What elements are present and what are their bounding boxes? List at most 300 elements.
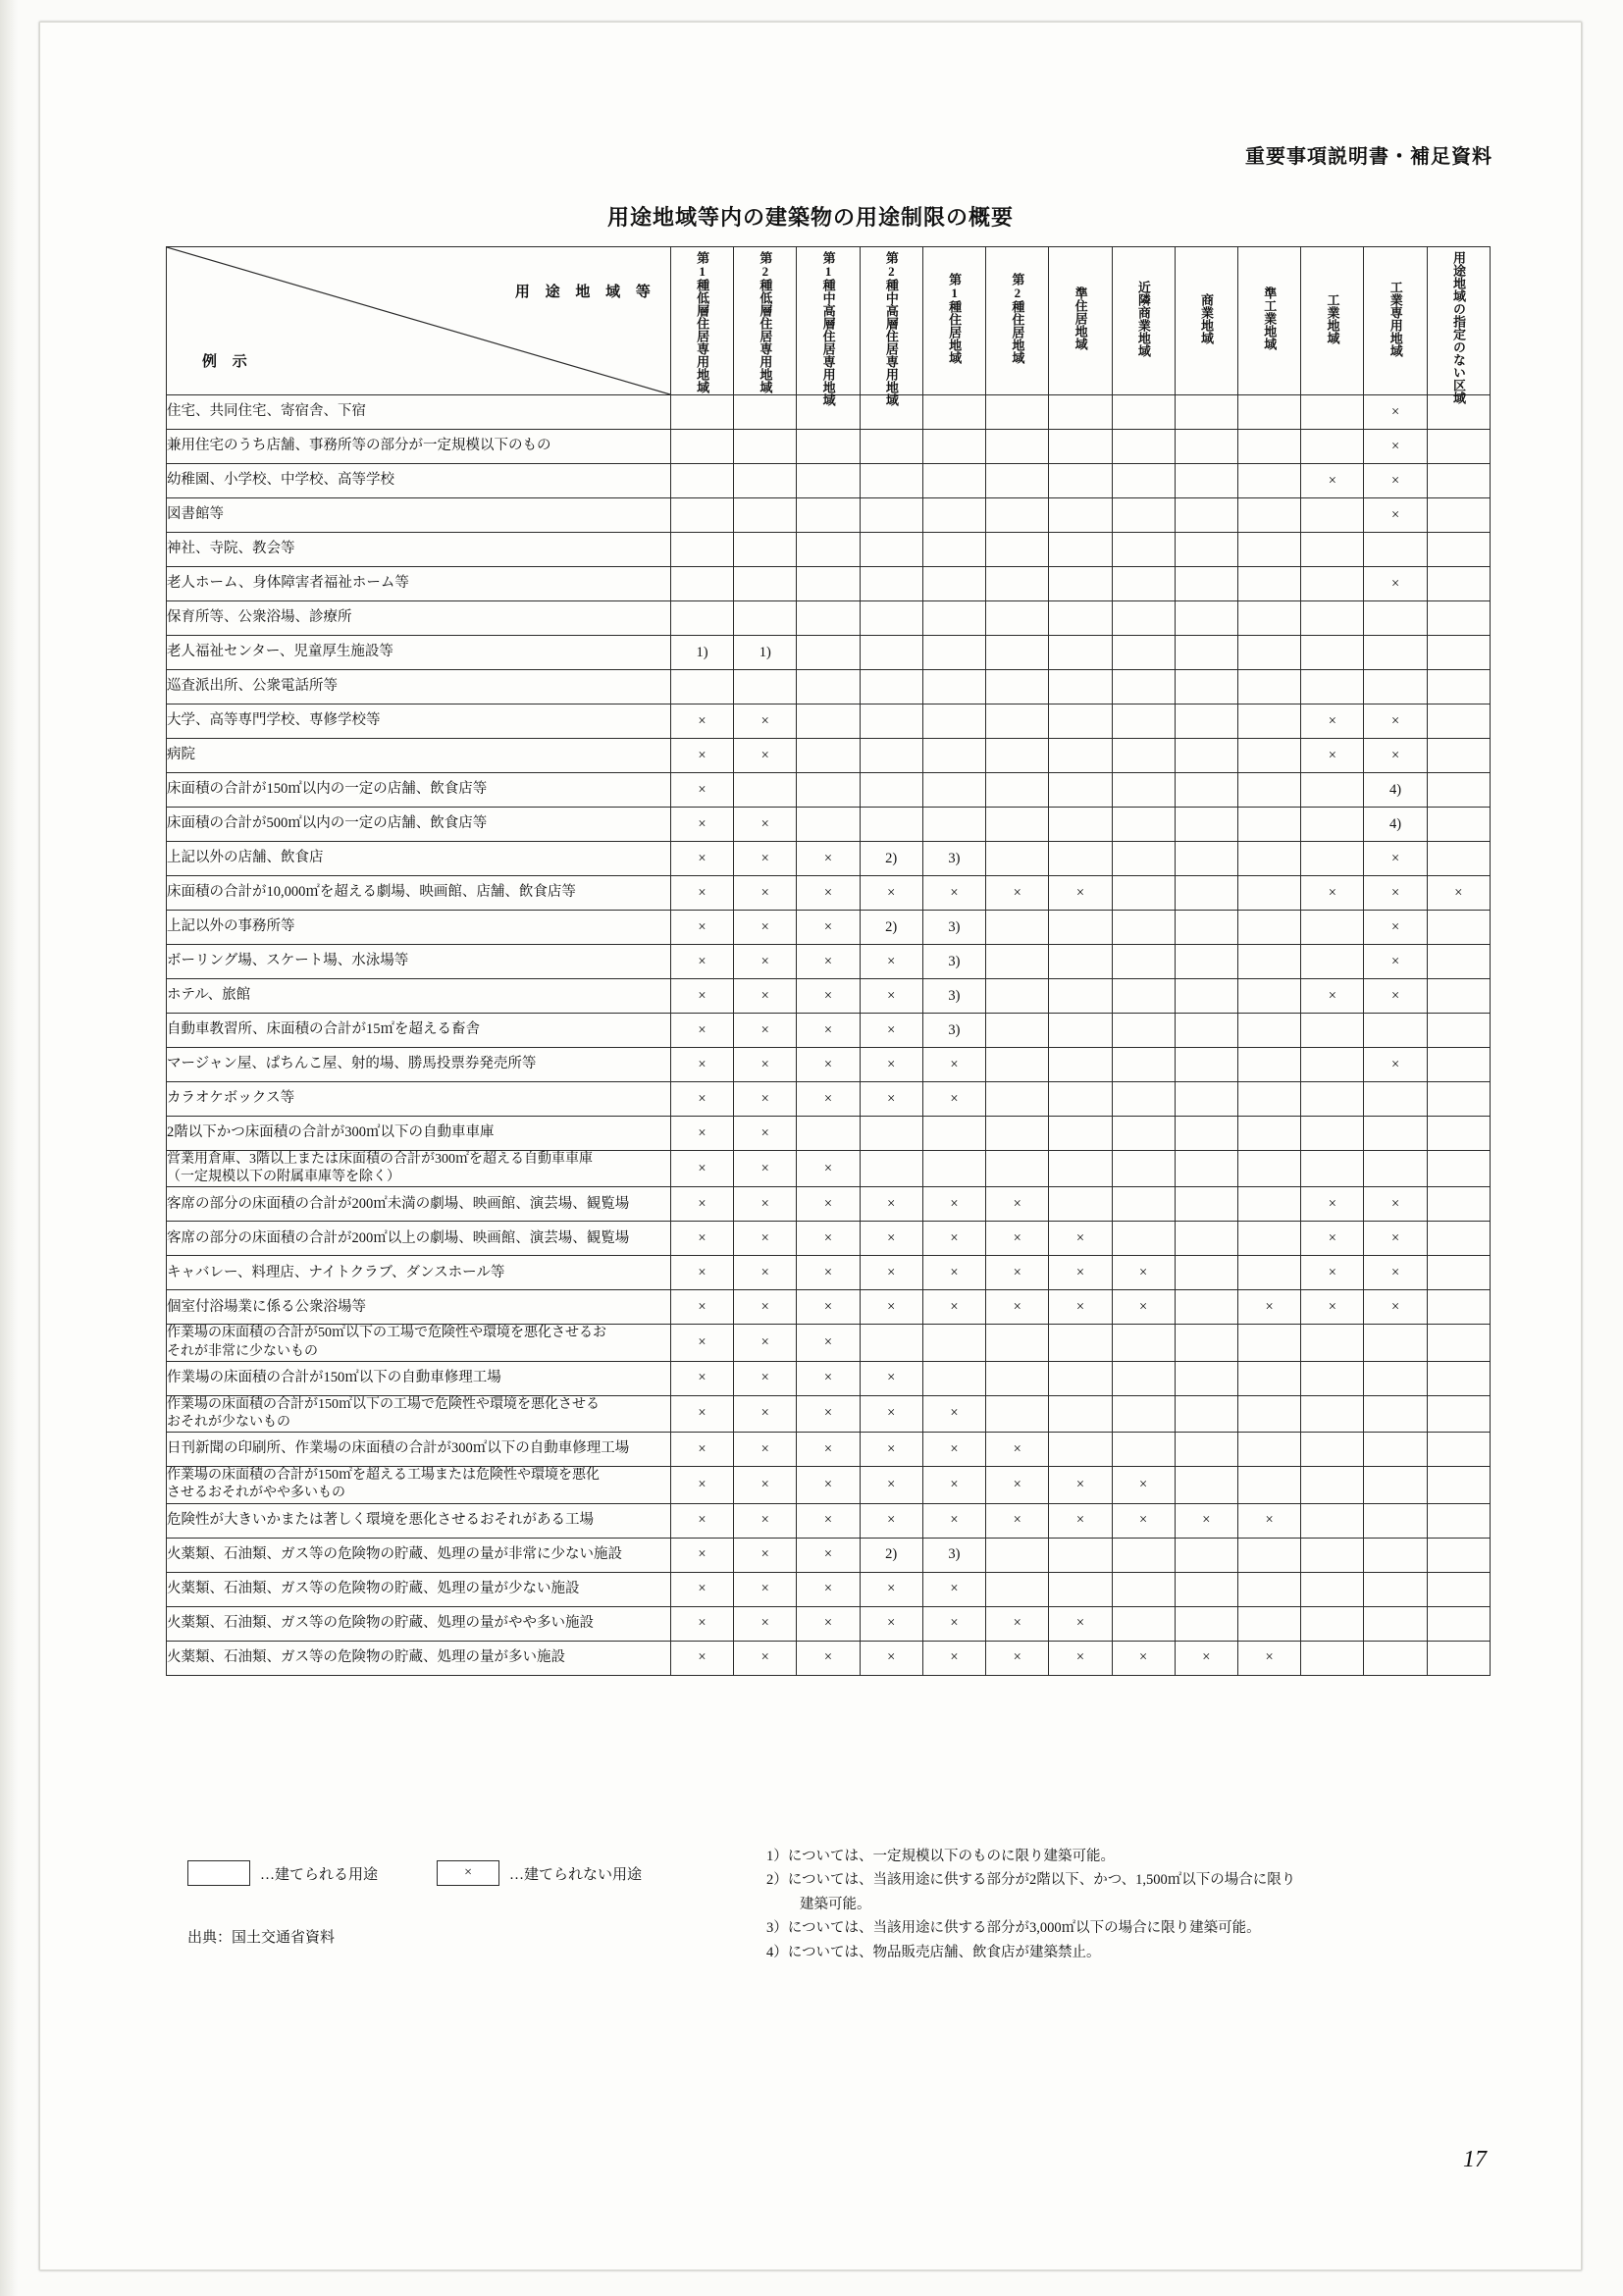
restriction-cell <box>1364 601 1427 636</box>
restriction-cell: × <box>670 1187 733 1222</box>
restriction-cell: × <box>1364 1222 1427 1256</box>
row-label: 作業場の床面積の合計が150㎡を超える工場または危険性や環境を悪化 させるおそれがやや多いもの <box>167 1467 671 1503</box>
restriction-cell <box>922 773 985 808</box>
restriction-cell <box>1364 1325 1427 1361</box>
row-label: 図書館等 <box>167 498 671 533</box>
restriction-cell: × <box>734 1151 797 1187</box>
restriction-cell <box>1175 704 1237 739</box>
restriction-cell <box>734 430 797 464</box>
footnote-2-cont: 建築可能。 <box>800 1896 871 1912</box>
column-header-zone-7 <box>1049 247 1112 395</box>
table-header-row <box>167 247 1491 395</box>
restriction-cell: × <box>860 1467 922 1503</box>
restriction-cell <box>1175 1538 1237 1572</box>
restriction-cell <box>1427 739 1490 773</box>
restriction-cell: × <box>1301 739 1364 773</box>
restriction-cell <box>1238 1538 1301 1572</box>
restriction-cell: × <box>734 842 797 876</box>
restriction-cell: × <box>734 1433 797 1467</box>
restriction-cell <box>986 1117 1049 1151</box>
restriction-cell <box>1238 1325 1301 1361</box>
restriction-cell: × <box>1175 1641 1237 1675</box>
restriction-cell <box>922 1361 985 1395</box>
restriction-cell <box>860 1117 922 1151</box>
row-label: 営業用倉庫、3階以上または床面積の合計が300㎡を超える自動車車庫 （一定規模以下の附属車庫等を除く） <box>167 1151 671 1187</box>
table-row <box>167 636 1491 670</box>
restriction-cell <box>1364 1641 1427 1675</box>
restriction-cell: × <box>922 876 985 911</box>
restriction-cell <box>986 1014 1049 1048</box>
restriction-cell <box>1238 1395 1301 1432</box>
restriction-cell: × <box>1049 1222 1112 1256</box>
page-number: 17 <box>1463 2147 1487 2172</box>
restriction-cell <box>1301 1467 1364 1503</box>
restriction-cell <box>986 533 1049 567</box>
restriction-cell <box>797 773 860 808</box>
restriction-cell <box>1427 945 1490 979</box>
restriction-cell <box>1112 1187 1175 1222</box>
restriction-cell <box>1238 395 1301 430</box>
restriction-cell <box>1112 911 1175 945</box>
restriction-cell <box>1112 1082 1175 1117</box>
restriction-cell <box>922 464 985 498</box>
restriction-cell <box>1049 1187 1112 1222</box>
restriction-cell <box>1175 1606 1237 1641</box>
restriction-cell: × <box>986 1187 1049 1222</box>
restriction-cell <box>670 670 733 704</box>
restriction-cell: × <box>797 1606 860 1641</box>
restriction-cell <box>1238 773 1301 808</box>
restriction-cell: × <box>860 1082 922 1117</box>
column-header-zone-1 <box>670 247 733 395</box>
restriction-cell <box>1112 533 1175 567</box>
restriction-cell: × <box>1427 876 1490 911</box>
column-header-label: 第1種住居地域 <box>947 273 963 364</box>
restriction-cell <box>1112 430 1175 464</box>
restriction-cell: × <box>670 876 733 911</box>
restriction-cell: × <box>797 1325 860 1361</box>
restriction-cell: × <box>922 1641 985 1675</box>
restriction-cell: × <box>797 1082 860 1117</box>
restriction-cell <box>1238 842 1301 876</box>
restriction-cell: × <box>734 1117 797 1151</box>
restriction-cell: × <box>860 1361 922 1395</box>
table-row <box>167 1048 1491 1082</box>
restriction-cell <box>1427 1117 1490 1151</box>
restriction-cell: × <box>670 1503 733 1538</box>
restriction-cell <box>734 395 797 430</box>
restriction-cell <box>1427 1014 1490 1048</box>
table-row <box>167 498 1491 533</box>
restriction-cell <box>922 533 985 567</box>
restriction-cell: × <box>1238 1290 1301 1325</box>
restriction-cell: × <box>797 1222 860 1256</box>
restriction-cell <box>1238 808 1301 842</box>
restriction-cell <box>1364 1467 1427 1503</box>
restriction-cell <box>986 945 1049 979</box>
restriction-cell: × <box>1301 1290 1364 1325</box>
restriction-cell <box>1049 1395 1112 1432</box>
table-row <box>167 1325 1491 1361</box>
restriction-cell <box>1112 808 1175 842</box>
restriction-cell <box>1427 1048 1490 1082</box>
restriction-cell <box>922 636 985 670</box>
row-label: 住宅、共同住宅、寄宿舎、下宿 <box>167 395 671 430</box>
restriction-cell <box>1301 430 1364 464</box>
restriction-cell <box>1301 567 1364 601</box>
restriction-cell: × <box>922 1433 985 1467</box>
table-corner-cell <box>167 247 671 395</box>
restriction-cell <box>1427 1572 1490 1606</box>
row-label: 日刊新聞の印刷所、作業場の床面積の合計が300㎡以下の自動車修理工場 <box>167 1433 671 1467</box>
restriction-cell <box>1112 1433 1175 1467</box>
restriction-cell: × <box>860 1256 922 1290</box>
restriction-cell <box>986 1361 1049 1395</box>
row-label: カラオケボックス等 <box>167 1082 671 1117</box>
restriction-cell <box>1112 636 1175 670</box>
restriction-cell <box>1049 1048 1112 1082</box>
restriction-cell <box>1112 498 1175 533</box>
restriction-cell: × <box>670 842 733 876</box>
restriction-cell: × <box>797 1503 860 1538</box>
restriction-cell: × <box>670 979 733 1014</box>
restriction-cell <box>1238 567 1301 601</box>
document-header: 重要事項説明書・補足資料 <box>1245 146 1492 168</box>
restriction-cell: × <box>797 979 860 1014</box>
restriction-cell: × <box>670 739 733 773</box>
restriction-cell <box>670 395 733 430</box>
restriction-cell: × <box>670 911 733 945</box>
restriction-cell: × <box>797 1048 860 1082</box>
restriction-cell <box>986 567 1049 601</box>
column-header-label: 準工業地域 <box>1262 287 1278 350</box>
restriction-cell <box>1238 704 1301 739</box>
restriction-cell <box>860 1325 922 1361</box>
restriction-cell: × <box>797 1290 860 1325</box>
restriction-cell <box>1049 945 1112 979</box>
restriction-cell <box>1049 533 1112 567</box>
use-restriction-table-wrap <box>166 246 1491 1676</box>
restriction-cell: × <box>670 773 733 808</box>
row-label: 大学、高等専門学校、専修学校等 <box>167 704 671 739</box>
corner-top-label: 用 途 地 域 等 <box>514 285 656 300</box>
restriction-cell: × <box>670 1395 733 1432</box>
restriction-cell: × <box>797 1361 860 1395</box>
column-header-label: 第1種中高層住居専用地域 <box>820 250 836 406</box>
restriction-cell <box>1112 1538 1175 1572</box>
restriction-cell: × <box>986 1256 1049 1290</box>
restriction-cell: × <box>797 1538 860 1572</box>
restriction-cell: × <box>922 1256 985 1290</box>
table-row <box>167 533 1491 567</box>
restriction-cell: × <box>1364 842 1427 876</box>
restriction-cell: × <box>1301 876 1364 911</box>
restriction-cell <box>1049 636 1112 670</box>
footnotes <box>766 1846 1453 1965</box>
restriction-cell <box>1427 1187 1490 1222</box>
restriction-cell <box>1175 1048 1237 1082</box>
restriction-cell: × <box>922 1222 985 1256</box>
restriction-cell: × <box>860 1187 922 1222</box>
restriction-cell <box>1049 808 1112 842</box>
restriction-cell: × <box>986 1433 1049 1467</box>
restriction-cell <box>1238 1048 1301 1082</box>
restriction-cell <box>1175 1187 1237 1222</box>
corner-bottom-label: 例 示 <box>202 354 253 370</box>
restriction-cell: 1) <box>670 636 733 670</box>
restriction-cell: × <box>1364 430 1427 464</box>
row-label: キャバレー、料理店、ナイトクラブ、ダンスホール等 <box>167 1256 671 1290</box>
restriction-cell: × <box>1364 1256 1427 1290</box>
restriction-cell <box>1049 1117 1112 1151</box>
restriction-cell: × <box>922 1503 985 1538</box>
restriction-cell: × <box>1364 911 1427 945</box>
restriction-cell <box>1238 911 1301 945</box>
restriction-cell <box>734 670 797 704</box>
table-row <box>167 1433 1491 1467</box>
restriction-cell <box>1301 1606 1364 1641</box>
restriction-cell <box>1427 1641 1490 1675</box>
table-row <box>167 842 1491 876</box>
restriction-cell: × <box>1364 1048 1427 1082</box>
legend-forbidden-box: × <box>437 1860 499 1886</box>
restriction-cell <box>1175 1151 1237 1187</box>
restriction-cell <box>922 1151 985 1187</box>
table-row <box>167 1222 1491 1256</box>
row-label: 自動車教習所、床面積の合計が15㎡を超える畜舎 <box>167 1014 671 1048</box>
restriction-cell <box>1301 395 1364 430</box>
table-row <box>167 1641 1491 1675</box>
restriction-cell <box>734 498 797 533</box>
restriction-cell <box>1238 1572 1301 1606</box>
restriction-cell <box>986 1538 1049 1572</box>
restriction-cell <box>670 430 733 464</box>
restriction-cell <box>1301 498 1364 533</box>
restriction-cell <box>1238 945 1301 979</box>
table-row <box>167 773 1491 808</box>
restriction-cell: × <box>1049 1467 1112 1503</box>
restriction-cell <box>1238 979 1301 1014</box>
restriction-cell <box>1175 1256 1237 1290</box>
restriction-cell <box>860 498 922 533</box>
restriction-cell <box>1175 842 1237 876</box>
restriction-cell: × <box>860 1395 922 1432</box>
restriction-cell: × <box>670 1641 733 1675</box>
restriction-cell <box>797 670 860 704</box>
row-label: 火薬類、石油類、ガス等の危険物の貯蔵、処理の量がやや多い施設 <box>167 1606 671 1641</box>
restriction-cell <box>1175 1117 1237 1151</box>
restriction-cell <box>1364 1361 1427 1395</box>
restriction-cell: × <box>860 1433 922 1467</box>
table-row <box>167 601 1491 636</box>
row-label: 2階以下かつ床面積の合計が300㎡以下の自動車車庫 <box>167 1117 671 1151</box>
restriction-cell: × <box>797 1641 860 1675</box>
restriction-cell <box>1301 808 1364 842</box>
diagonal-line-icon <box>167 247 670 394</box>
restriction-cell <box>1427 1325 1490 1361</box>
restriction-cell <box>1238 1467 1301 1503</box>
restriction-cell <box>1427 842 1490 876</box>
restriction-cell <box>1049 739 1112 773</box>
restriction-cell <box>1427 773 1490 808</box>
column-header-zone-3 <box>797 247 860 406</box>
restriction-cell: × <box>1301 1222 1364 1256</box>
legend <box>187 1860 642 1886</box>
restriction-cell: × <box>1112 1503 1175 1538</box>
restriction-cell <box>1112 1222 1175 1256</box>
restriction-cell <box>1238 601 1301 636</box>
row-label: 床面積の合計が500㎡以内の一定の店舗、飲食店等 <box>167 808 671 842</box>
restriction-cell: 2) <box>860 911 922 945</box>
restriction-cell: × <box>860 1014 922 1048</box>
restriction-cell: × <box>734 1361 797 1395</box>
restriction-cell <box>922 601 985 636</box>
restriction-cell: × <box>860 1222 922 1256</box>
table-row <box>167 1014 1491 1048</box>
restriction-cell <box>1364 1503 1427 1538</box>
row-label: 神社、寺院、教会等 <box>167 533 671 567</box>
footnote-2: 2）については、当該用途に供する部分が2階以下、かつ、1,500㎡以下の場合に限り <box>766 1872 1296 1889</box>
restriction-cell: 4) <box>1364 773 1427 808</box>
restriction-cell <box>1427 430 1490 464</box>
restriction-cell: × <box>1364 498 1427 533</box>
restriction-cell <box>860 636 922 670</box>
restriction-cell <box>670 464 733 498</box>
table-row <box>167 430 1491 464</box>
restriction-cell: × <box>670 1048 733 1082</box>
restriction-cell <box>1364 1538 1427 1572</box>
restriction-cell <box>1112 395 1175 430</box>
restriction-cell: × <box>986 1222 1049 1256</box>
restriction-cell: × <box>922 1290 985 1325</box>
restriction-cell <box>797 498 860 533</box>
restriction-cell <box>734 533 797 567</box>
restriction-cell <box>986 464 1049 498</box>
restriction-cell: 3) <box>922 1014 985 1048</box>
column-header-label: 第2種低層住居専用地域 <box>758 250 773 393</box>
restriction-cell <box>860 704 922 739</box>
restriction-cell <box>986 1572 1049 1606</box>
restriction-cell <box>1427 979 1490 1014</box>
restriction-cell <box>986 773 1049 808</box>
restriction-cell <box>922 395 985 430</box>
restriction-cell: × <box>797 945 860 979</box>
restriction-cell: × <box>734 739 797 773</box>
restriction-cell <box>797 1117 860 1151</box>
restriction-cell <box>1049 498 1112 533</box>
restriction-cell: × <box>734 1014 797 1048</box>
restriction-cell <box>1175 601 1237 636</box>
restriction-cell <box>1112 1606 1175 1641</box>
restriction-cell <box>1238 1082 1301 1117</box>
restriction-cell <box>1427 1256 1490 1290</box>
restriction-cell: × <box>670 1467 733 1503</box>
restriction-cell <box>1364 636 1427 670</box>
restriction-cell <box>1112 1117 1175 1151</box>
restriction-cell <box>922 670 985 704</box>
restriction-cell: × <box>734 1503 797 1538</box>
restriction-cell <box>1112 1361 1175 1395</box>
row-label: 兼用住宅のうち店舗、事務所等の部分が一定規模以下のもの <box>167 430 671 464</box>
restriction-cell <box>922 739 985 773</box>
restriction-cell: × <box>734 1467 797 1503</box>
restriction-cell: 2) <box>860 1538 922 1572</box>
table-row <box>167 704 1491 739</box>
restriction-cell <box>922 808 985 842</box>
restriction-cell <box>1175 533 1237 567</box>
use-restriction-table <box>166 246 1491 1676</box>
document-page <box>39 22 1582 2270</box>
restriction-cell: × <box>1112 1467 1175 1503</box>
table-row <box>167 1290 1491 1325</box>
column-header-zone-10 <box>1238 247 1301 395</box>
column-header-label: 用途地域の指定のない区域 <box>1451 250 1467 404</box>
restriction-cell <box>1427 704 1490 739</box>
restriction-cell <box>1049 1572 1112 1606</box>
restriction-cell <box>1364 1014 1427 1048</box>
table-row <box>167 1256 1491 1290</box>
restriction-cell: × <box>1364 464 1427 498</box>
restriction-cell <box>1301 1361 1364 1395</box>
restriction-cell: × <box>797 1151 860 1187</box>
row-label: 床面積の合計が150㎡以内の一定の店舗、飲食店等 <box>167 773 671 808</box>
restriction-cell <box>1427 1538 1490 1572</box>
restriction-cell <box>1175 1082 1237 1117</box>
restriction-cell: × <box>1112 1290 1175 1325</box>
restriction-cell <box>1364 670 1427 704</box>
restriction-cell <box>986 670 1049 704</box>
restriction-cell: × <box>734 1187 797 1222</box>
restriction-cell <box>1427 636 1490 670</box>
restriction-cell <box>1049 1151 1112 1187</box>
restriction-cell <box>986 808 1049 842</box>
restriction-cell: 3) <box>922 945 985 979</box>
restriction-cell <box>1049 1361 1112 1395</box>
restriction-cell: × <box>1301 464 1364 498</box>
restriction-cell <box>1112 945 1175 979</box>
restriction-cell: × <box>986 1290 1049 1325</box>
restriction-cell: × <box>670 704 733 739</box>
restriction-cell: × <box>1049 1503 1112 1538</box>
restriction-cell: × <box>1364 1290 1427 1325</box>
restriction-cell <box>670 498 733 533</box>
restriction-cell <box>734 773 797 808</box>
restriction-cell <box>797 704 860 739</box>
column-header-zone-12 <box>1364 247 1427 395</box>
restriction-cell <box>797 430 860 464</box>
restriction-cell <box>1238 464 1301 498</box>
table-body <box>167 395 1491 1676</box>
table-row <box>167 1538 1491 1572</box>
restriction-cell: × <box>860 1503 922 1538</box>
restriction-cell: × <box>1364 739 1427 773</box>
restriction-cell <box>1364 1082 1427 1117</box>
restriction-cell <box>1049 773 1112 808</box>
restriction-cell <box>1301 670 1364 704</box>
restriction-cell <box>1427 533 1490 567</box>
restriction-cell <box>1238 636 1301 670</box>
restriction-cell: × <box>1049 876 1112 911</box>
restriction-cell: × <box>1364 395 1427 430</box>
table-row <box>167 1151 1491 1187</box>
table-row <box>167 1572 1491 1606</box>
restriction-cell <box>1175 1361 1237 1395</box>
column-header-zone-4 <box>860 247 922 406</box>
restriction-cell: × <box>734 1082 797 1117</box>
restriction-cell <box>860 808 922 842</box>
row-label: 火薬類、石油類、ガス等の危険物の貯蔵、処理の量が多い施設 <box>167 1641 671 1675</box>
table-row <box>167 945 1491 979</box>
